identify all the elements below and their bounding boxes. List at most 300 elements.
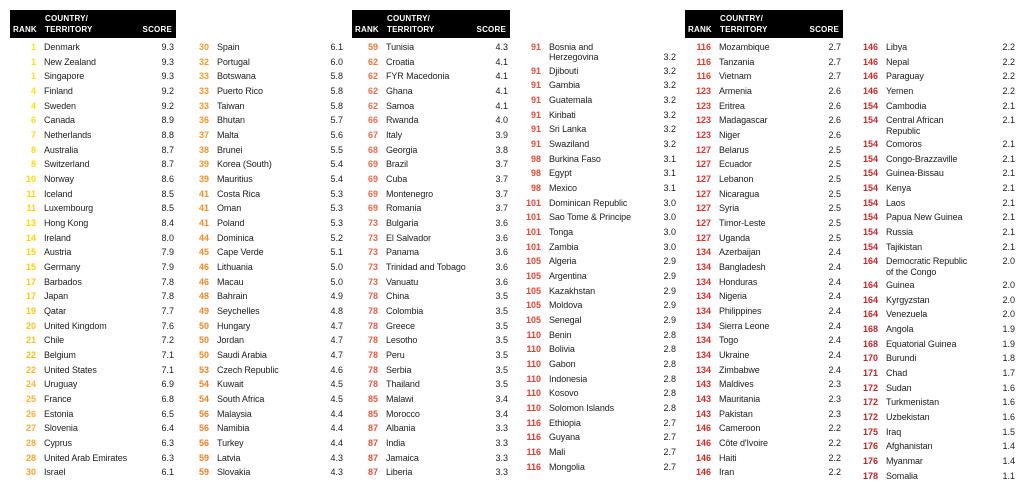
score-cell: 9.3 (161, 56, 174, 67)
score-cell: 2.9 (663, 300, 676, 311)
country-name: Kuwait (217, 379, 244, 390)
country-name: Dominica (217, 232, 254, 243)
country-name: Venezuela (886, 309, 928, 320)
score-cell: 6.9 (161, 379, 174, 390)
table-row (515, 328, 678, 343)
score-cell: 2.5 (828, 159, 841, 170)
score-cell: 3.2 (663, 95, 676, 106)
rank-cell: 91 (530, 42, 541, 52)
rank-cell: 73 (367, 247, 378, 258)
table-row (515, 298, 678, 313)
score-cell: 2.1 (1002, 100, 1015, 111)
score-cell: 2.0 (1002, 256, 1015, 267)
table-row (852, 293, 1017, 308)
table-row (685, 201, 843, 216)
country-name: Bolivia (549, 344, 575, 355)
table-row (352, 377, 510, 392)
score-cell: 1.9 (1002, 324, 1015, 335)
table-row (852, 337, 1017, 352)
table-row (515, 254, 678, 269)
country-name: Latvia (217, 452, 241, 463)
rank-cell: 110 (526, 373, 541, 384)
country-name: Nigeria (719, 291, 747, 302)
rank-cell: 134 (695, 350, 711, 361)
country-name: Guyana (549, 432, 580, 443)
rank-cell: 127 (695, 232, 711, 243)
country-name: Mali (549, 447, 566, 458)
table-row (515, 372, 678, 387)
table-row (10, 128, 176, 143)
country-name: Armenia (719, 86, 752, 97)
rank-cell: 45 (198, 247, 209, 258)
table-row (685, 157, 843, 172)
country-name: FYR Macedonia (386, 71, 450, 82)
country-name: Sierra Leone (719, 320, 770, 331)
score-cell: 4.0 (495, 115, 508, 126)
table-row (852, 166, 1017, 181)
score-cell: 2.2 (1002, 71, 1015, 82)
score-cell: 8.7 (161, 144, 174, 155)
score-cell: 9.3 (161, 71, 174, 82)
score-cell: 2.2 (1002, 56, 1015, 67)
country-name: Togo (719, 335, 739, 346)
score-cell: 8.8 (161, 130, 174, 141)
score-cell: 3.5 (495, 320, 508, 331)
table-row (10, 84, 176, 99)
country-name: Ireland (44, 232, 71, 243)
rank-cell: 78 (367, 364, 378, 375)
rank-cell: 1 (30, 56, 36, 67)
table-row (515, 284, 678, 299)
header-score: SCORE (142, 25, 172, 34)
rank-cell: 25 (25, 394, 36, 405)
score-cell: 2.1 (1002, 197, 1015, 208)
rank-cell: 28 (25, 438, 36, 449)
score-cell: 3.3 (495, 467, 508, 478)
rank-cell: 4 (30, 86, 36, 97)
country-name: Central African (886, 115, 944, 126)
rank-cell: 98 (530, 168, 541, 179)
score-cell: 3.7 (495, 159, 508, 170)
table-row (183, 465, 345, 480)
score-cell: 2.8 (663, 344, 676, 355)
score-cell: 5.2 (330, 232, 343, 243)
country-name: Tajikistan (886, 241, 923, 252)
country-name: Mauritania (719, 394, 761, 405)
rank-cell: 78 (367, 306, 378, 317)
table-column-6 (852, 10, 1017, 485)
score-cell: 1.8 (1002, 353, 1015, 364)
country-name: Vietnam (719, 71, 752, 82)
table-row (515, 313, 678, 328)
country-name: Thailand (386, 379, 420, 390)
score-cell: 6.5 (161, 408, 174, 419)
rank-cell: 176 (862, 441, 878, 452)
table-row (183, 69, 345, 84)
header-country-line2: TERRITORY (387, 25, 435, 34)
table-row (10, 465, 176, 480)
score-cell: 3.2 (663, 80, 676, 91)
country-name: New Zealand (44, 56, 96, 67)
country-name: Sudan (886, 382, 912, 393)
table-row (685, 451, 843, 466)
table-row (10, 157, 176, 172)
rank-cell: 53 (198, 364, 209, 375)
rank-cell: 127 (695, 188, 711, 199)
rank-cell: 146 (695, 423, 711, 434)
table-row (685, 436, 843, 451)
score-cell: 3.2 (663, 51, 676, 62)
country-name: Peru (386, 350, 405, 361)
rank-cell: 73 (367, 218, 378, 229)
country-name-line2: Republic (886, 125, 921, 136)
rank-cell: 123 (695, 130, 711, 141)
column-rows (183, 40, 345, 480)
table-row (183, 260, 345, 275)
table-row (515, 78, 678, 93)
score-cell: 2.8 (663, 329, 676, 340)
score-cell: 1.9 (1002, 338, 1015, 349)
country-name: Guinea-Bissau (886, 168, 944, 179)
country-name: Iraq (886, 426, 902, 437)
table-row (685, 348, 843, 363)
rank-cell: 19 (25, 306, 36, 317)
rank-cell: 116 (526, 417, 541, 428)
country-name: Oman (217, 203, 242, 214)
score-cell: 5.3 (330, 203, 343, 214)
country-name: Philippines (719, 306, 762, 317)
score-cell: 7.6 (161, 320, 174, 331)
score-cell: 5.3 (330, 188, 343, 199)
country-name: Tonga (549, 227, 574, 238)
table-row (183, 172, 345, 187)
score-cell: 2.7 (828, 42, 841, 52)
rank-cell: 91 (530, 95, 541, 106)
table-row (10, 333, 176, 348)
score-cell: 2.6 (828, 100, 841, 111)
score-cell: 2.9 (663, 271, 676, 282)
rank-cell: 105 (525, 271, 541, 282)
table-row (852, 137, 1017, 152)
score-cell: 4.4 (330, 438, 343, 449)
rank-cell: 48 (198, 291, 209, 302)
rank-cell: 105 (525, 285, 541, 296)
score-cell: 3.1 (663, 183, 676, 194)
rank-cell: 134 (695, 291, 711, 302)
table-row (852, 381, 1017, 396)
score-cell: 2.0 (1002, 309, 1015, 320)
table-row (183, 231, 345, 246)
country-name: Belgium (44, 350, 76, 361)
table-row (10, 69, 176, 84)
country-name: Mozambique (719, 42, 770, 52)
table-row (10, 231, 176, 246)
rank-cell: 69 (367, 203, 378, 214)
table-row (352, 319, 510, 334)
score-cell: 5.0 (330, 276, 343, 287)
country-name: Colombia (386, 306, 424, 317)
table-row (352, 172, 510, 187)
rank-cell: 78 (367, 335, 378, 346)
country-name: Switzerland (44, 159, 90, 170)
score-cell: 5.8 (330, 71, 343, 82)
table-row (183, 421, 345, 436)
country-name: Costa Rica (217, 188, 261, 199)
country-name: Gabon (549, 359, 576, 370)
country-name: Malta (217, 130, 239, 141)
rank-cell: 91 (530, 139, 541, 150)
rank-cell: 91 (530, 124, 541, 135)
table-row (852, 99, 1017, 114)
country-name: Uzbekistan (886, 412, 930, 423)
country-name: Yemen (886, 86, 914, 97)
score-cell: 2.4 (828, 320, 841, 331)
rank-cell: 127 (695, 174, 711, 185)
country-name-line2: Herzegovina (549, 52, 599, 63)
rank-cell: 168 (862, 338, 878, 349)
country-name: Kyrgyzstan (886, 294, 930, 305)
country-name: Niger (719, 130, 741, 141)
table-row (515, 166, 678, 181)
rank-cell: 32 (198, 56, 209, 67)
rank-cell: 154 (862, 168, 878, 179)
table-row (852, 181, 1017, 196)
country-name: Israel (44, 467, 66, 478)
rank-cell: 69 (367, 159, 378, 170)
rank-cell: 146 (695, 467, 711, 478)
rank-cell: 87 (367, 452, 378, 463)
score-cell: 9.2 (161, 100, 174, 111)
score-cell: 1.4 (1002, 441, 1015, 452)
score-cell: 1.7 (1002, 368, 1015, 379)
rank-cell: 10 (25, 174, 36, 185)
table-row (852, 113, 1017, 137)
rank-cell: 36 (198, 115, 209, 126)
country-name: Japan (44, 291, 69, 302)
table-row (10, 319, 176, 334)
table-row (515, 152, 678, 167)
rank-cell: 1 (30, 71, 36, 82)
rank-cell: 13 (25, 218, 36, 229)
score-cell: 2.3 (828, 408, 841, 419)
table-row (515, 430, 678, 445)
country-name: Côte d'Ivoire (719, 438, 768, 449)
country-name: Argentina (549, 271, 587, 282)
country-name: United States (44, 364, 97, 375)
rank-cell: 30 (25, 467, 36, 478)
country-name: Kazakhstan (549, 285, 596, 296)
country-name: Mexico (549, 183, 577, 194)
score-cell: 3.5 (495, 364, 508, 375)
table-row (352, 392, 510, 407)
rank-cell: 146 (695, 438, 711, 449)
country-name: Haiti (719, 452, 737, 463)
table-row (515, 108, 678, 123)
rank-cell: 116 (696, 71, 711, 82)
rank-cell: 22 (25, 364, 36, 375)
score-cell: 1.6 (1002, 382, 1015, 393)
rank-cell: 85 (367, 394, 378, 405)
table-row (352, 465, 510, 480)
score-cell: 2.1 (1002, 212, 1015, 223)
country-name: Eritrea (719, 100, 745, 111)
score-cell: 4.3 (495, 42, 508, 52)
country-name: Lithuania (217, 262, 253, 273)
table-row (183, 436, 345, 451)
rank-cell: 27 (25, 423, 36, 434)
score-cell: 5.6 (330, 130, 343, 141)
rank-cell: 172 (862, 412, 878, 423)
score-cell: 5.0 (330, 262, 343, 273)
table-row (183, 216, 345, 231)
country-name: Iceland (44, 188, 73, 199)
country-name: Mauritius (217, 174, 253, 185)
country-name: France (44, 394, 72, 405)
score-cell: 3.7 (495, 203, 508, 214)
score-cell: 1.5 (1002, 426, 1015, 437)
score-cell: 7.9 (161, 262, 174, 273)
country-name: Burundi (886, 353, 917, 364)
score-cell: 3.6 (495, 247, 508, 258)
rank-cell: 38 (198, 144, 209, 155)
rank-cell: 146 (862, 86, 878, 97)
table-row (10, 187, 176, 202)
score-cell: 4.8 (330, 306, 343, 317)
rank-cell: 164 (862, 294, 878, 305)
rank-cell: 154 (862, 139, 878, 150)
score-cell: 2.1 (1002, 115, 1015, 126)
table-row (852, 425, 1017, 440)
country-name: Guatemala (549, 95, 593, 106)
rank-cell: 154 (862, 227, 878, 238)
table-row (685, 113, 843, 128)
score-cell: 8.6 (161, 174, 174, 185)
table-row (685, 304, 843, 319)
score-cell: 4.7 (330, 320, 343, 331)
country-name: Benin (549, 329, 572, 340)
country-name: Laos (886, 197, 906, 208)
score-cell: 3.3 (495, 423, 508, 434)
rank-cell: 87 (367, 467, 378, 478)
country-name: Greece (386, 320, 415, 331)
score-cell: 2.2 (828, 438, 841, 449)
score-cell: 7.1 (161, 364, 174, 375)
rank-cell: 69 (367, 174, 378, 185)
score-cell: 4.1 (495, 86, 508, 97)
rank-cell: 123 (695, 115, 711, 126)
country-name: Morocco (386, 408, 420, 419)
score-cell: 2.6 (828, 115, 841, 126)
country-name: Lesotho (386, 335, 418, 346)
score-cell: 1.4 (1002, 456, 1015, 467)
table-row (10, 172, 176, 187)
country-name: Nicaragua (719, 188, 760, 199)
rank-cell: 170 (862, 353, 878, 364)
score-cell: 3.0 (663, 227, 676, 238)
rank-cell: 59 (198, 467, 209, 478)
rank-cell: 143 (695, 408, 711, 419)
rank-cell: 41 (198, 218, 209, 229)
header-rank: RANK (355, 25, 379, 34)
table-row (183, 275, 345, 290)
score-cell: 2.7 (828, 71, 841, 82)
country-name: Qatar (44, 306, 67, 317)
rank-cell: 17 (25, 291, 36, 302)
country-name: Sao Tome & Principe (549, 212, 631, 223)
country-name: Afghanistan (886, 441, 933, 452)
score-cell: 2.2 (828, 423, 841, 434)
rank-cell: 134 (695, 364, 711, 375)
table-row (183, 451, 345, 466)
rank-cell: 24 (25, 379, 36, 390)
country-name: Slovenia (44, 423, 78, 434)
table-row (10, 143, 176, 158)
country-name: Brazil (386, 159, 408, 170)
rank-cell: 56 (198, 438, 209, 449)
table-row (352, 128, 510, 143)
country-name: Panama (386, 247, 419, 258)
country-name: India (386, 438, 406, 449)
table-row (352, 69, 510, 84)
rank-cell: 44 (198, 232, 209, 243)
table-row (352, 436, 510, 451)
rank-cell: 116 (526, 447, 541, 458)
country-name: Senegal (549, 315, 582, 326)
score-cell: 3.3 (495, 452, 508, 463)
country-name: Ethiopia (549, 417, 581, 428)
table-row (183, 187, 345, 202)
rank-cell: 98 (530, 183, 541, 194)
rank-cell: 78 (367, 320, 378, 331)
score-cell: 3.6 (495, 276, 508, 287)
table-row (352, 113, 510, 128)
score-cell: 5.3 (330, 218, 343, 229)
country-name: Malawi (386, 394, 414, 405)
table-row (183, 348, 345, 363)
country-name: Sweden (44, 100, 76, 111)
table-row (852, 439, 1017, 454)
score-cell: 2.4 (828, 335, 841, 346)
rank-cell: 134 (695, 335, 711, 346)
score-cell: 3.2 (663, 109, 676, 120)
table-row (352, 99, 510, 114)
table-row (515, 416, 678, 431)
table-row (183, 363, 345, 378)
country-name: Cambodia (886, 100, 927, 111)
country-name: Chile (44, 335, 65, 346)
country-name: Zambia (549, 241, 579, 252)
score-cell: 2.3 (828, 394, 841, 405)
table-row (852, 469, 1017, 484)
country-name: Honduras (719, 276, 758, 287)
table-row (515, 196, 678, 211)
country-name: Canada (44, 115, 75, 126)
score-cell: 3.2 (663, 65, 676, 76)
rank-cell: 68 (367, 144, 378, 155)
table-row (685, 128, 843, 143)
score-cell: 4.1 (495, 56, 508, 67)
score-cell: 1.1 (1002, 470, 1015, 481)
country-name: Ghana (386, 86, 413, 97)
table-row (852, 351, 1017, 366)
score-cell: 2.8 (663, 388, 676, 399)
header-score: SCORE (809, 25, 839, 34)
table-row (10, 436, 176, 451)
score-cell: 2.4 (828, 262, 841, 273)
country-name: Uganda (719, 232, 750, 243)
table-row (852, 395, 1017, 410)
rank-cell: 56 (198, 408, 209, 419)
